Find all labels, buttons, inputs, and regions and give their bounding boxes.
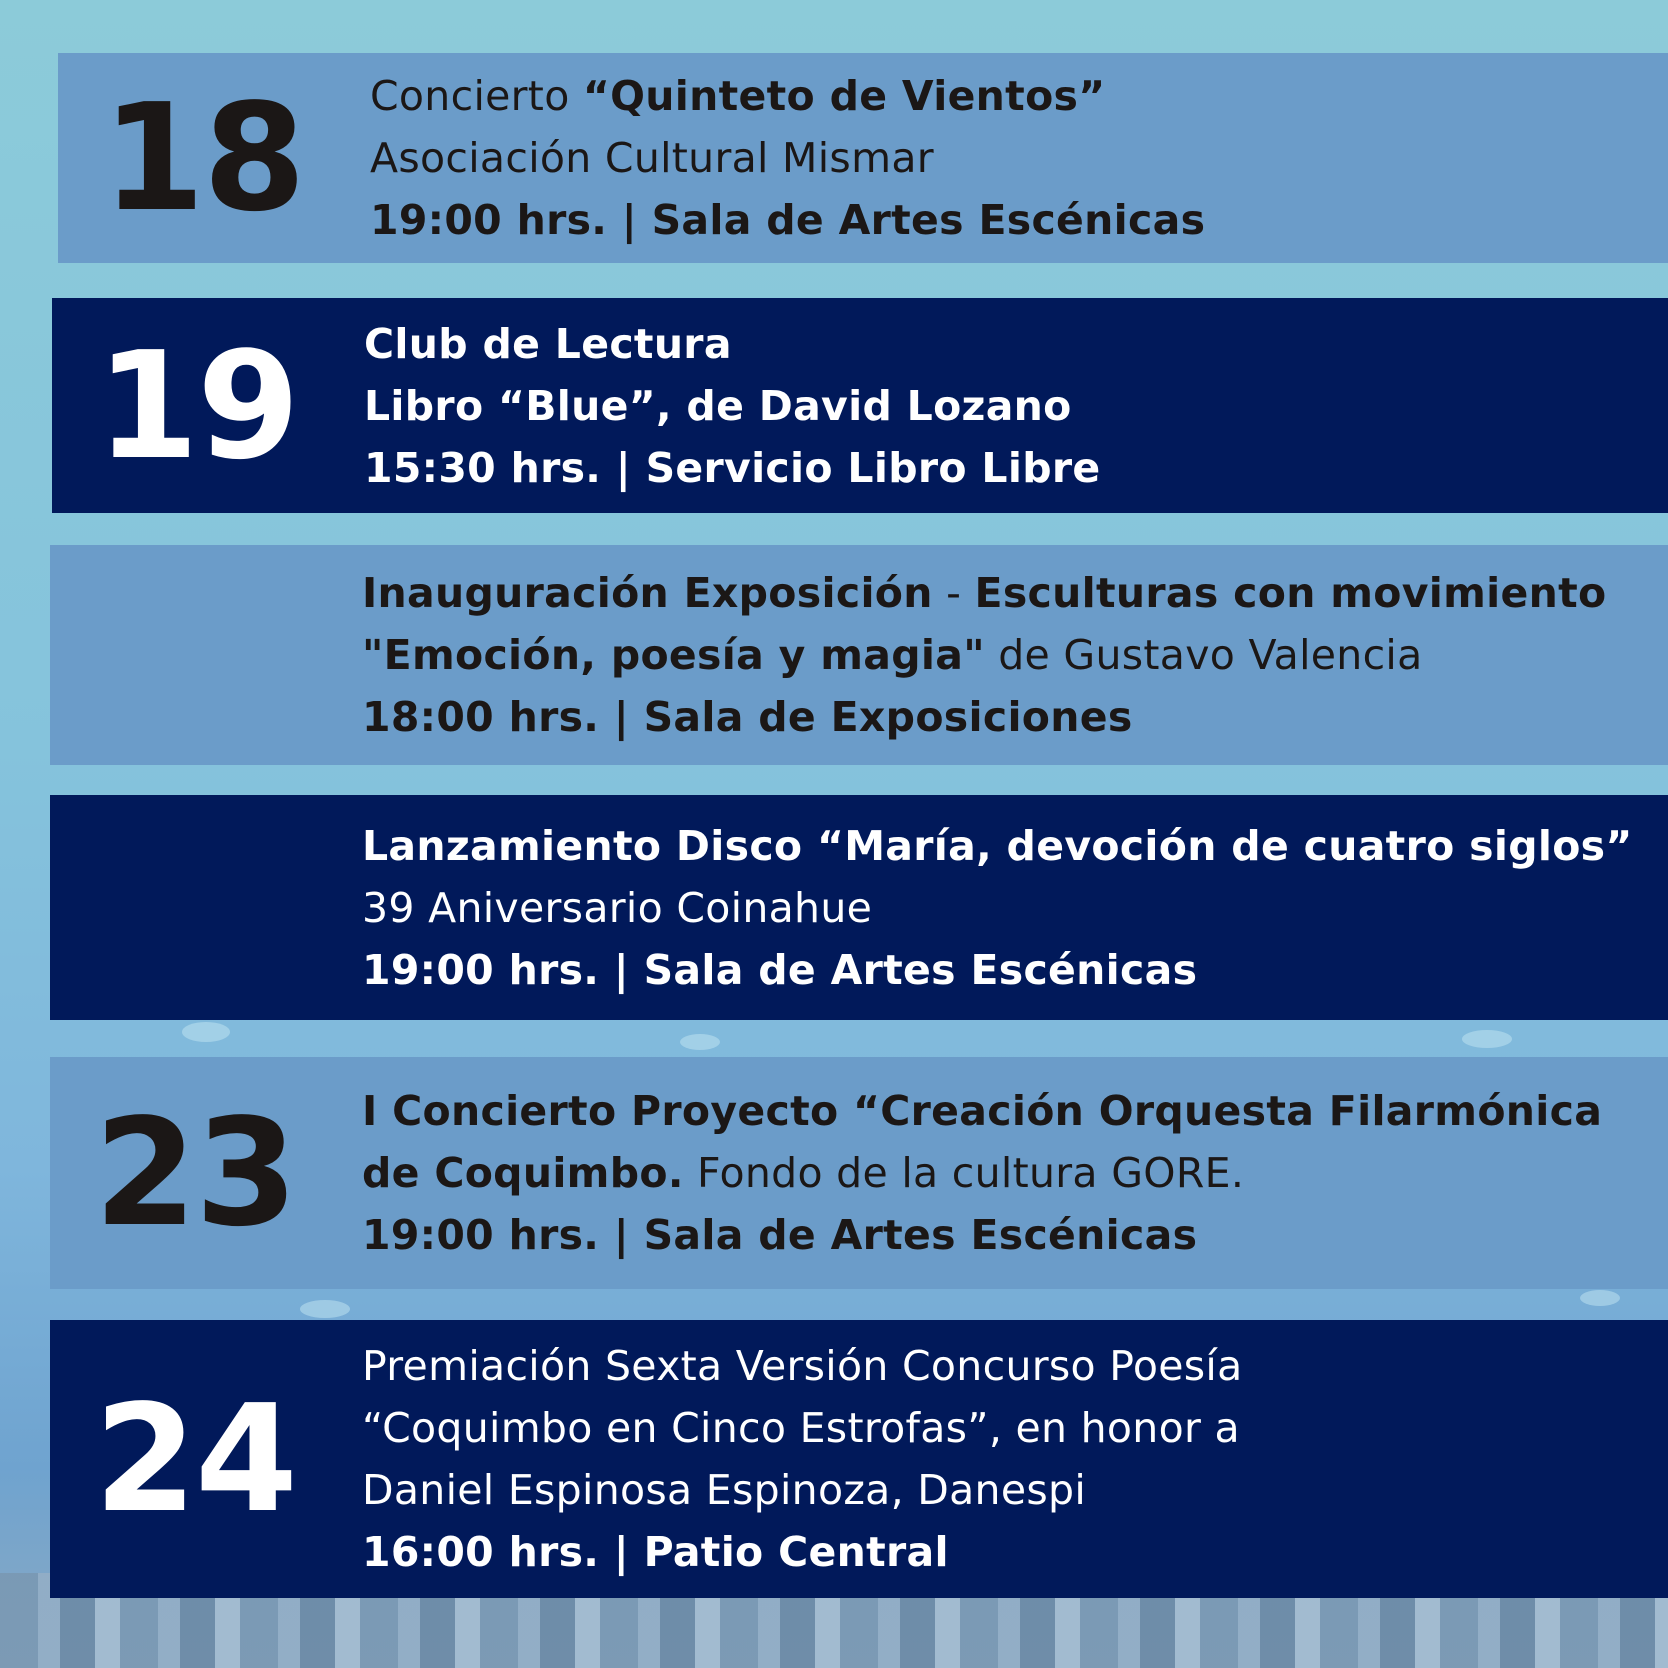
event-row-19 [52,298,1668,513]
event-details [362,795,1648,1020]
event-title: Club de Lectura [364,319,732,368]
event-row-18 [58,53,1668,263]
event-subtitle: Libro “Blue”, de David Lozano [364,381,1072,430]
event-subtitle: 39 Aniversario Coinahue [362,883,873,932]
event-title: I Concierto Proyecto “Creación Orquesta Filarmónica [362,1087,1603,1135]
event-row-23 [50,1057,1668,1289]
event-title: Premiación Sexta Versión Concurso Poesía [362,1342,1243,1390]
event-row-exposicion [50,545,1668,765]
event-subtitle: de Coquimbo. Fondo de la cultura GORE. [362,1149,1245,1197]
event-details [362,1057,1648,1289]
event-row-24 [50,1320,1668,1598]
event-day: 19 [96,319,298,492]
event-day: 23 [94,1087,296,1259]
event-time-venue: 16:00 hrs. | Patio Central [362,1528,949,1576]
event-time-venue: 15:30 hrs. | Servicio Libro Libre [364,443,1101,492]
event-time-venue: 18:00 hrs. | Sala de Exposiciones [362,693,1133,741]
event-details [362,1320,1648,1598]
event-details [362,545,1648,765]
event-time-venue: 19:00 hrs. | Sala de Artes Escénicas [362,945,1198,994]
event-day: 18 [102,72,304,244]
event-subtitle: "Emoción, poesía y magia" de Gustavo Valencia [362,631,1423,679]
event-title: Inauguración Exposición - Esculturas con movimiento [362,569,1607,617]
event-day: 24 [94,1373,296,1545]
event-time-venue: 19:00 hrs. | Sala de Artes Escénicas [362,1211,1198,1259]
event-time-venue: 19:00 hrs. | Sala de Artes Escénicas [370,196,1206,244]
event-title: Lanzamiento Disco “María, devoción de cuatro siglos” [362,821,1633,870]
event-details [364,298,1648,513]
event-honoree: Daniel Espinosa Espinoza, Danespi [362,1466,1087,1514]
event-subtitle: “Coquimbo en Cinco Estrofas”, en honor a [362,1404,1240,1452]
event-title: Concierto “Quinteto de Vientos” [370,72,1106,120]
event-organizer: Asociación Cultural Mismar [370,134,934,182]
event-row-disco [50,795,1668,1020]
event-details [370,53,1648,263]
